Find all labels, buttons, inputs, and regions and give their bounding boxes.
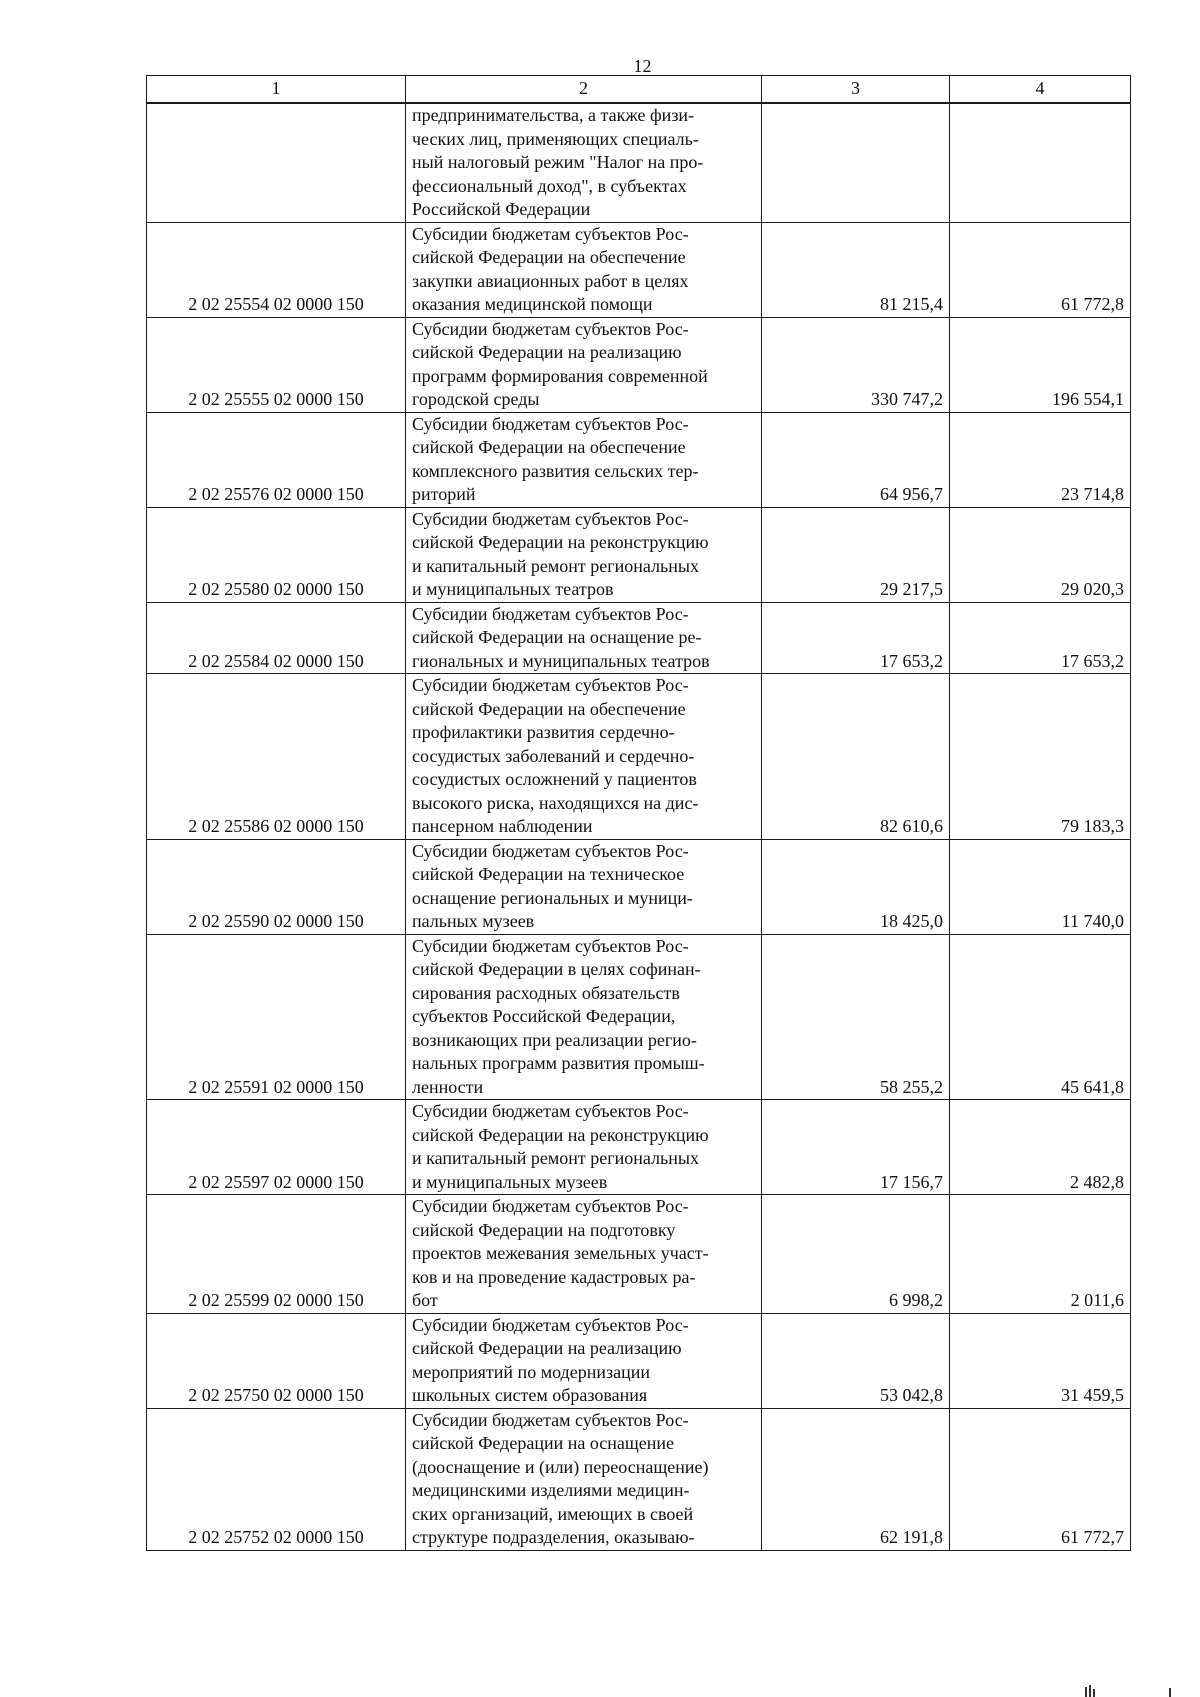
budget-code: 2 02 25750 02 0000 150: [188, 1385, 364, 1405]
value-col4-cell: [950, 317, 1131, 412]
value-col3: 17 156,7: [880, 1171, 943, 1192]
description-cell: [406, 412, 762, 507]
budget-table: [146, 75, 1131, 1551]
description-cell: [406, 1195, 762, 1314]
table-row: [147, 934, 1131, 1100]
description-cell: [406, 103, 762, 222]
table-row: [147, 1100, 1131, 1195]
description: Субсидии бюджетам субъектов Рос- сийской Федерации на реализацию программ формирования современной городской среды: [412, 318, 708, 409]
budget-code-cell: [147, 317, 406, 412]
description: Субсидии бюджетам субъектов Рос- сийской Федерации на реконструкцию и капитальный ремонт региональных и муниципальных театров: [412, 508, 709, 599]
value-col4: 196 554,1: [1052, 389, 1124, 409]
value-col4-cell: [950, 412, 1131, 507]
description-cell: [406, 317, 762, 412]
value-col3-cell: [762, 1313, 950, 1408]
value-col3: 64 956,7: [880, 484, 943, 504]
description: Субсидии бюджетам субъектов Рос- сийской Федерации на обеспечение комплексного развития сельских тер- риторий: [412, 413, 699, 504]
value-col4: 23 714,8: [1061, 484, 1124, 504]
value-col3: 6 998,2: [889, 1290, 943, 1310]
budget-code: 2 02 25584 02 0000 150: [188, 650, 364, 671]
description-cell: [406, 1408, 762, 1550]
table-row: [147, 103, 1131, 222]
value-col3-cell: [762, 602, 950, 674]
value-col4: 17 653,2: [1061, 650, 1124, 671]
description-cell: [406, 839, 762, 934]
table-row: [147, 1313, 1131, 1408]
value-col3-cell: [762, 934, 950, 1100]
value-col4-cell: [950, 934, 1131, 1100]
budget-code: 2 02 25580 02 0000 150: [188, 579, 364, 599]
description: Субсидии бюджетам субъектов Рос- сийской Федерации в целях софинан- сирования расходных обязательств субъектов Российской Федерации, возникающих при реализации регио- нальных программ развития промыш- ленности: [412, 935, 705, 1097]
budget-code-cell: [147, 1100, 406, 1195]
budget-code-cell: [147, 412, 406, 507]
value-col4: 61 772,8: [1061, 294, 1124, 314]
column-header-3: 3: [762, 76, 950, 104]
description-cell: [406, 507, 762, 602]
value-col4: 45 641,8: [1061, 1076, 1124, 1097]
value-col3-cell: [762, 674, 950, 840]
table-row: [147, 674, 1131, 840]
value-col3-cell: [762, 222, 950, 317]
budget-code-cell: [147, 839, 406, 934]
budget-code-cell: [147, 507, 406, 602]
description: Субсидии бюджетам субъектов Рос- сийской Федерации на реконструкцию и капитальный ремонт региональных и муниципальных музеев: [412, 1101, 709, 1192]
description: предпринимательства, а также физи- ческих лиц, применяющих специаль- ный налоговый режим "Налог на про- фессиональный доход", в субъектах Российской Федерации: [412, 105, 704, 219]
value-col3: 81 215,4: [880, 294, 943, 314]
description-cell: [406, 222, 762, 317]
value-col4: 2 011,6: [1070, 1290, 1124, 1310]
table-row: [147, 1195, 1131, 1314]
value-col4-cell: [950, 602, 1131, 674]
column-header-2: 2: [406, 76, 762, 104]
value-col3: 82 610,6: [880, 816, 943, 836]
value-col4-cell: [950, 507, 1131, 602]
table-row: [147, 317, 1131, 412]
value-col4-cell: [950, 103, 1131, 222]
value-col3-cell: [762, 412, 950, 507]
value-col3: 62 191,8: [880, 1527, 943, 1547]
budget-code: 2 02 25554 02 0000 150: [188, 294, 364, 314]
budget-code-cell: [147, 1408, 406, 1550]
table-row: [147, 507, 1131, 602]
value-col3-cell: [762, 1100, 950, 1195]
description: Субсидии бюджетам субъектов Рос- сийской Федерации на реализацию мероприятий по модернизации школьных систем образования: [412, 1314, 689, 1405]
budget-code: 2 02 25586 02 0000 150: [188, 816, 364, 836]
budget-code-cell: [147, 1195, 406, 1314]
value-col4-cell: [950, 222, 1131, 317]
value-col4-cell: [950, 1313, 1131, 1408]
value-col4: 31 459,5: [1061, 1385, 1124, 1405]
value-col3-cell: [762, 1195, 950, 1314]
value-col4-cell: [950, 839, 1131, 934]
budget-code-cell: [147, 222, 406, 317]
description: Субсидии бюджетам субъектов Рос- сийской Федерации на обеспечение закупки авиационных работ в целях оказания медицинской помощи: [412, 223, 689, 314]
budget-code: 2 02 25597 02 0000 150: [188, 1171, 364, 1192]
description-cell: [406, 934, 762, 1100]
description: Субсидии бюджетам субъектов Рос- сийской Федерации на техническое оснащение региональных и муници- пальных музеев: [412, 840, 693, 931]
value-col3: 53 042,8: [880, 1385, 943, 1405]
value-col3-cell: [762, 839, 950, 934]
table-row: [147, 839, 1131, 934]
description-cell: [406, 1313, 762, 1408]
value-col3: 29 217,5: [880, 579, 943, 599]
value-col3-cell: [762, 317, 950, 412]
budget-code: 2 02 25591 02 0000 150: [188, 1076, 364, 1097]
value-col4: 79 183,3: [1061, 816, 1124, 836]
budget-code: 2 02 25590 02 0000 150: [188, 911, 364, 931]
value-col4: 11 740,0: [1061, 911, 1124, 931]
table-row: [147, 1408, 1131, 1550]
column-header-1: 1: [147, 76, 406, 104]
value-col3: 58 255,2: [880, 1076, 943, 1097]
scan-artifact-marks: [1085, 1685, 1175, 1697]
value-col4-cell: [950, 1100, 1131, 1195]
value-col3: 17 653,2: [880, 650, 943, 671]
value-col4-cell: [950, 674, 1131, 840]
value-col4-cell: [950, 1408, 1131, 1550]
budget-code-cell: [147, 103, 406, 222]
page-number: 12: [633, 56, 652, 76]
value-col4-cell: [950, 1195, 1131, 1314]
budget-code-cell: [147, 674, 406, 840]
description-cell: [406, 674, 762, 840]
budget-code-cell: [147, 1313, 406, 1408]
value-col4: 29 020,3: [1061, 579, 1124, 599]
budget-code: 2 02 25752 02 0000 150: [188, 1527, 364, 1547]
budget-code: 2 02 25599 02 0000 150: [188, 1290, 364, 1310]
value-col3: 330 747,2: [871, 389, 943, 409]
budget-code: 2 02 25555 02 0000 150: [188, 389, 364, 409]
value-col3-cell: [762, 1408, 950, 1550]
value-col4: 61 772,7: [1061, 1527, 1124, 1547]
description-cell: [406, 1100, 762, 1195]
description: Субсидии бюджетам субъектов Рос- сийской Федерации на подготовку проектов межевания земельных участ- ков и на проведение кадастровых ра- бот: [412, 1196, 709, 1310]
table-row: [147, 412, 1131, 507]
table-row: [147, 602, 1131, 674]
budget-code: 2 02 25576 02 0000 150: [188, 484, 364, 504]
description: Субсидии бюджетам субъектов Рос- сийской Федерации на оснащение ре- гиональных и муниципальных театров: [412, 603, 710, 671]
column-header-4: 4: [950, 76, 1131, 104]
value-col3: 18 425,0: [880, 911, 943, 931]
description: Субсидии бюджетам субъектов Рос- сийской Федерации на оснащение (дооснащение и (или) переоснащение) медицинскими изделиями медицин- ских организаций, имеющих в своей структуре подразделения, оказываю-: [412, 1409, 709, 1547]
description: Субсидии бюджетам субъектов Рос- сийской Федерации на обеспечение профилактики развития сердечно- сосудистых заболеваний и сердечно- сосудистых осложнений у пациентов высокого риска, находящихся на дис- пансерном наблюдении: [412, 675, 699, 836]
description-cell: [406, 602, 762, 674]
table-header-row: [147, 76, 1131, 104]
value-col3-cell: [762, 507, 950, 602]
value-col3-cell: [762, 103, 950, 222]
budget-code-cell: [147, 934, 406, 1100]
value-col4: 2 482,8: [1070, 1171, 1124, 1192]
table-row: [147, 222, 1131, 317]
budget-code-cell: [147, 602, 406, 674]
